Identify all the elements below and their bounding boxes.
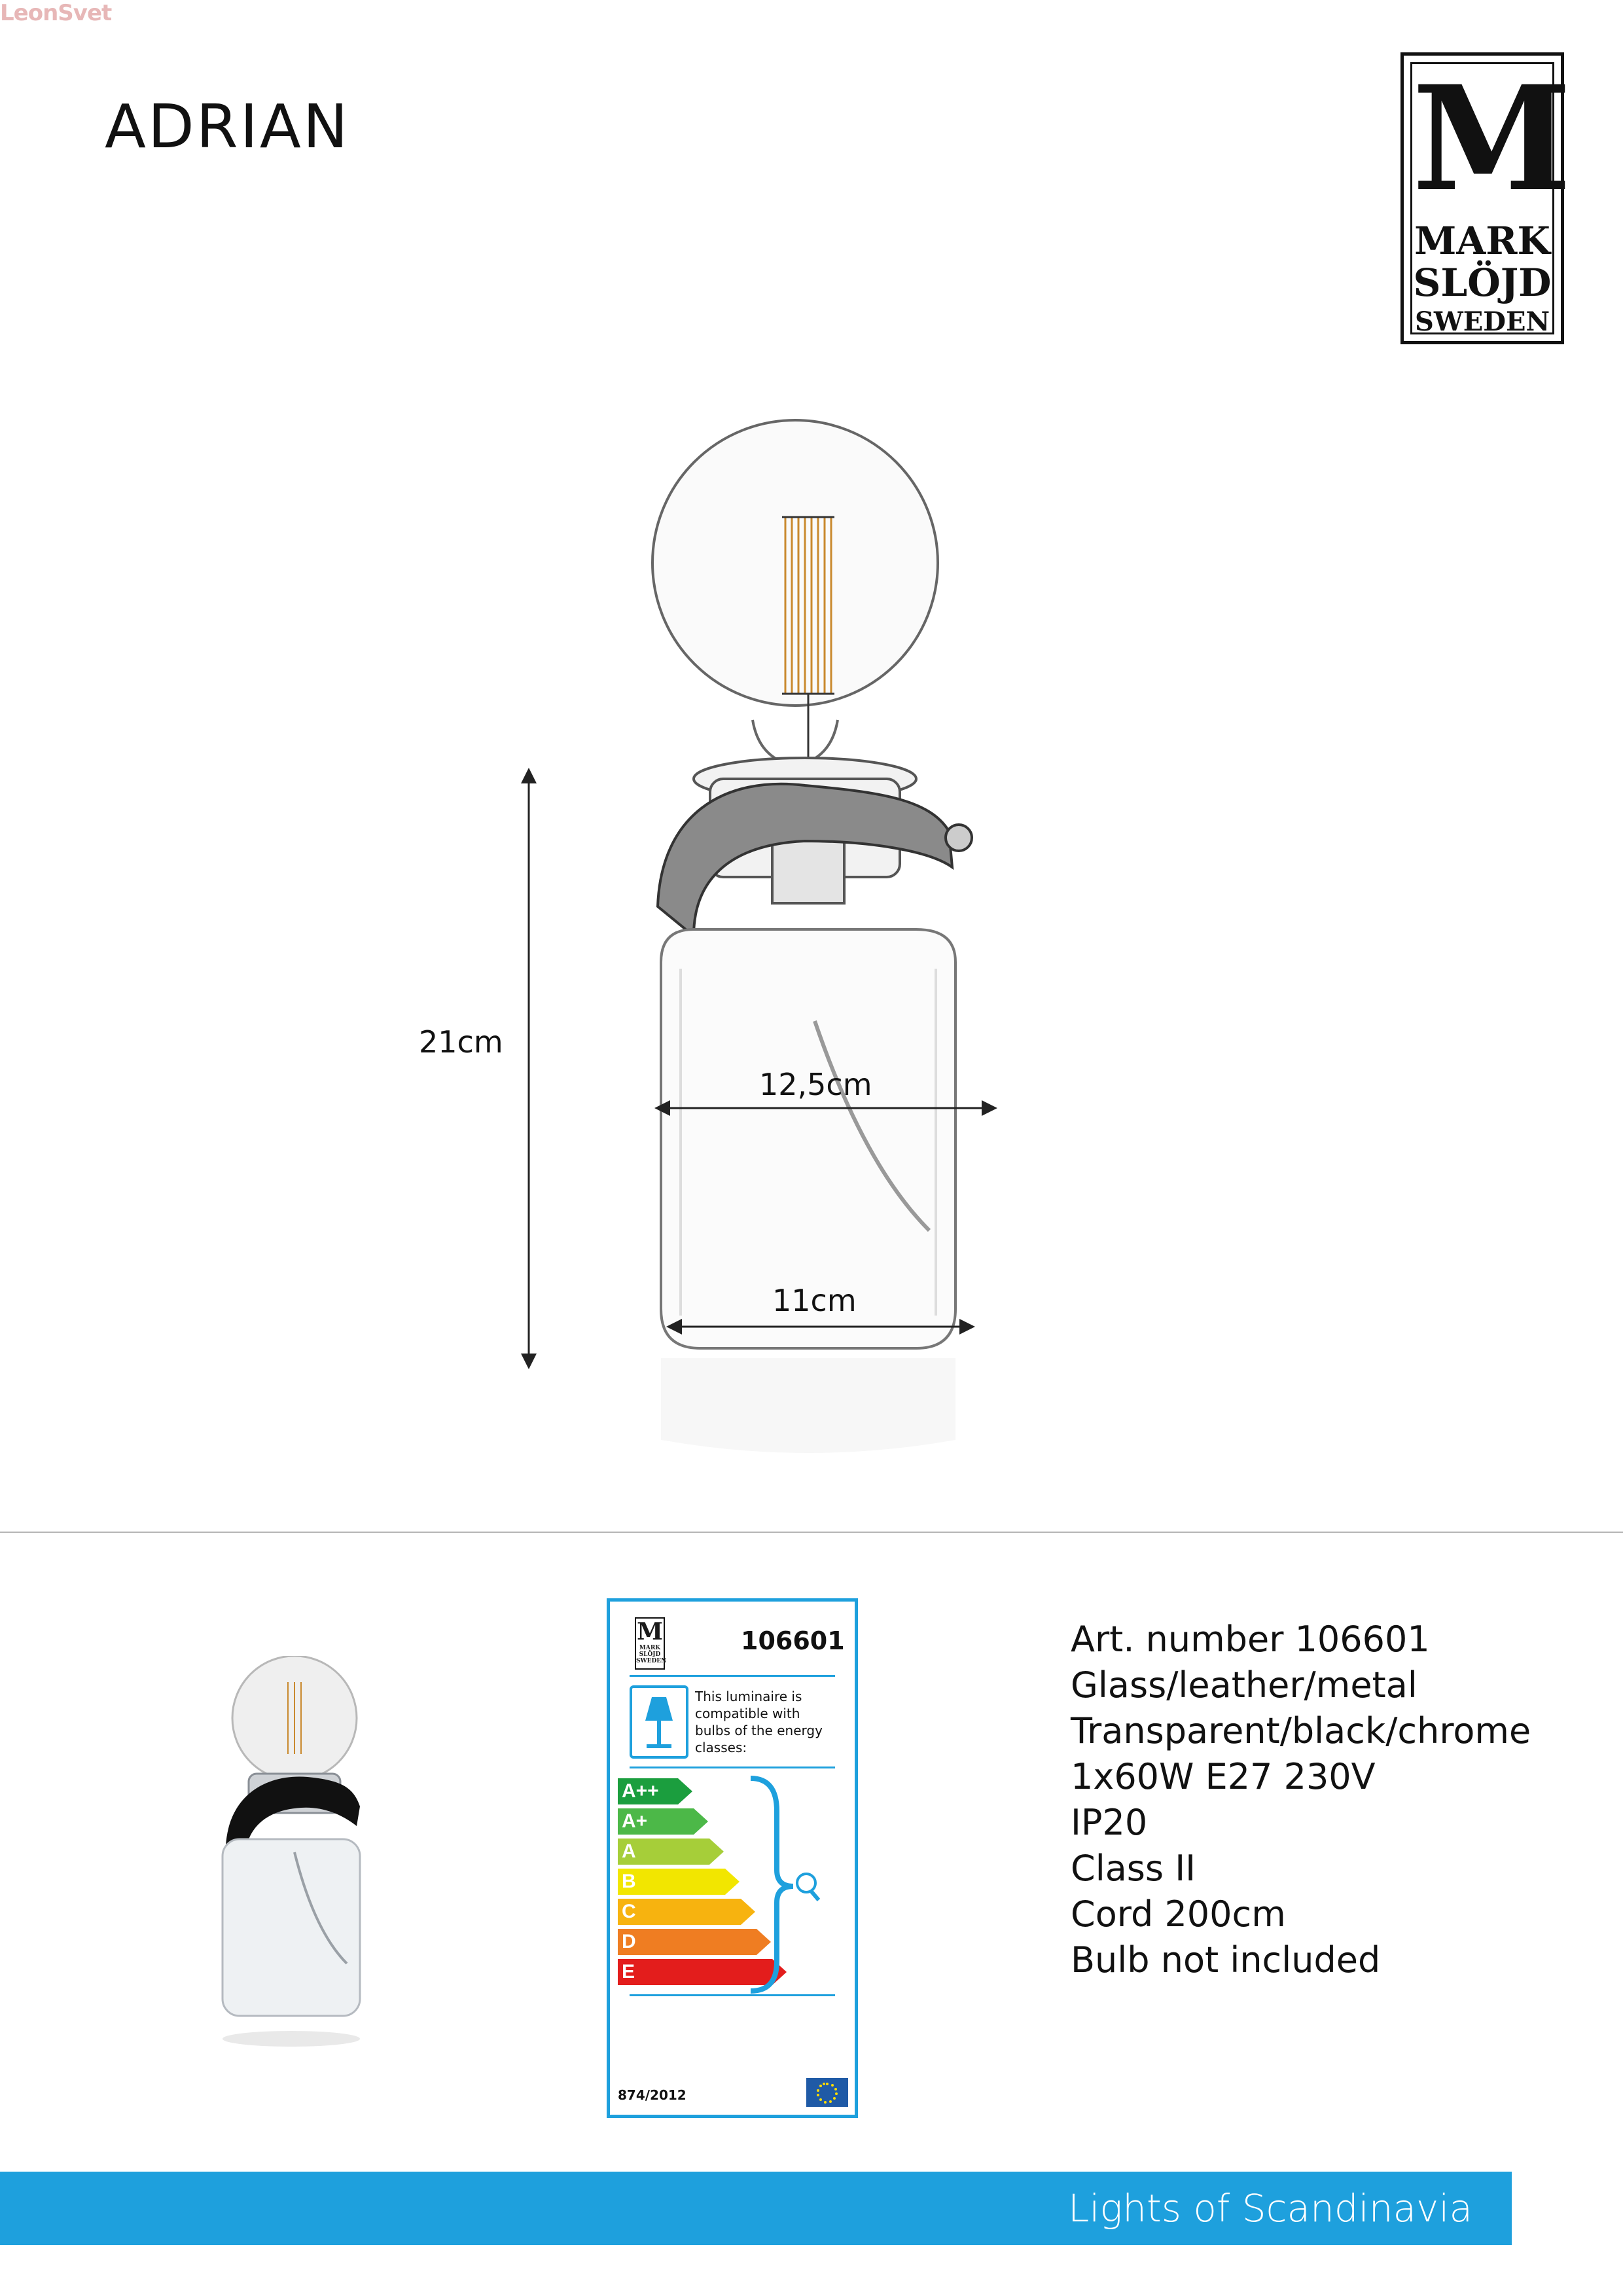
energy-class-label: A+ <box>622 1810 648 1832</box>
spec-bulb: Bulb not included <box>1071 1939 1381 1981</box>
energy-class-bar <box>618 1808 708 1835</box>
product-drawing <box>0 393 1623 1505</box>
energy-label-logo-letter: M <box>637 1618 663 1645</box>
energy-class-label: C <box>622 1901 636 1922</box>
spec-power: 1x60W E27 230V <box>1071 1756 1376 1797</box>
spec-article-number: Art. number 106601 <box>1071 1619 1430 1660</box>
logo-word-mark: MARK <box>1414 219 1550 263</box>
energy-label-rule <box>630 1767 835 1768</box>
energy-label-compat-text: This luminaire is compatible with bulbs of the energy classes: <box>695 1689 823 1755</box>
energy-class-bar <box>618 1839 724 1865</box>
spec-class: Class II <box>1071 1848 1196 1889</box>
height-dimension-label: 21cm <box>419 1024 503 1060</box>
energy-class-label: B <box>622 1871 636 1892</box>
energy-class-label: A++ <box>622 1780 659 1802</box>
lamp-icon <box>630 1685 688 1759</box>
bulb-outline <box>652 420 938 766</box>
bottom-width-dimension-label: 11cm <box>772 1283 857 1318</box>
energy-label-logo-word-mark: MARK <box>639 1645 661 1651</box>
logo-word-slojd: SLÖJD <box>1413 260 1552 305</box>
logo-word-sweden: SWEDEN <box>1414 306 1550 337</box>
watermark-text: LeonSvet <box>0 0 112 26</box>
brand-logo <box>1400 52 1572 344</box>
energy-class-bar <box>618 1869 740 1895</box>
energy-label-logo-word-slojd: SLÖJD <box>639 1651 661 1658</box>
energy-label <box>607 1598 858 2118</box>
footer-tagline: Lights of Scandinavia <box>1068 2186 1472 2231</box>
energy-class-label: A <box>622 1840 636 1862</box>
energy-brace-bulb-icon <box>738 1772 829 1994</box>
energy-class-bar <box>618 1899 755 1925</box>
energy-regulation-number: 874/2012 <box>618 2087 687 2103</box>
energy-class-bar <box>618 1778 692 1804</box>
spec-color: Transparent/black/chrome <box>1071 1710 1531 1751</box>
product-photo <box>216 1656 386 2049</box>
energy-class-label: E <box>622 1961 635 1982</box>
spec-ip-rating: IP20 <box>1071 1802 1148 1843</box>
energy-label-article-number: 106601 <box>741 1626 845 1655</box>
energy-label-rule <box>630 1994 835 1996</box>
footer-band <box>0 2172 1512 2245</box>
product-specs <box>1071 1617 1531 1983</box>
energy-label-logo-word-sweden: SWEDEN <box>636 1658 667 1664</box>
spec-cord: Cord 200cm <box>1071 1893 1286 1935</box>
top-width-dimension-label: 12,5cm <box>759 1067 872 1102</box>
eu-flag-icon <box>806 2078 848 2107</box>
energy-label-rule <box>630 1675 835 1677</box>
energy-class-label: D <box>622 1931 636 1952</box>
logo-letter: M <box>1412 54 1572 223</box>
product-title: ADRIAN <box>105 92 350 162</box>
section-divider <box>0 1532 1623 1533</box>
spec-material: Glass/leather/metal <box>1071 1664 1418 1706</box>
energy-label-brand-logo <box>635 1617 665 1670</box>
